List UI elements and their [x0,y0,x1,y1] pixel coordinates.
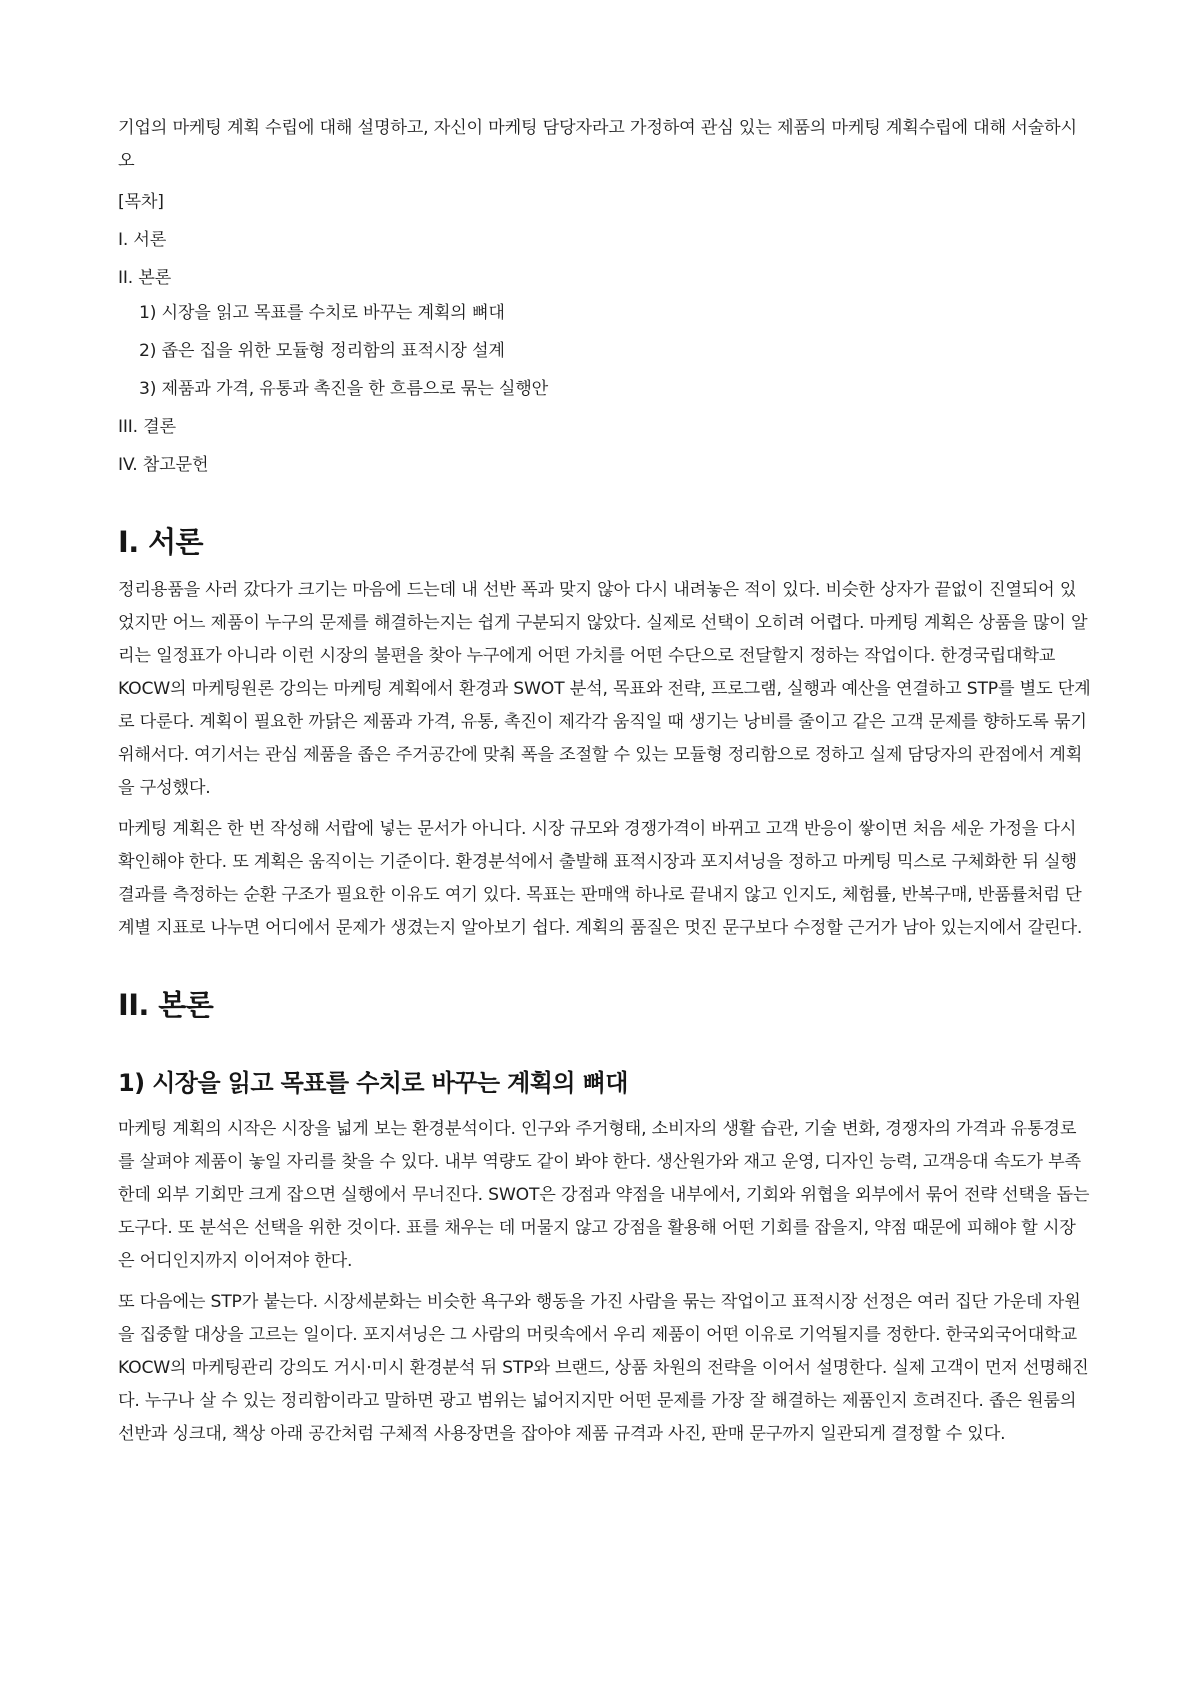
toc-item: II. 본론 [118,268,172,288]
toc-item: IV. 참고문헌 [118,455,209,475]
toc-item: III. 결론 [118,417,176,437]
toc-heading: [목차] [118,192,164,212]
toc-subitem: 3) 제품과 가격, 유통과 촉진을 한 흐름으로 묶는 실행안 [139,379,549,399]
assignment-question: 기업의 마케팅 계획 수립에 대해 설명하고, 자신이 마케팅 담당자라고 가정하여 관심 있는 제품의 마케팅 계획수립에 대해 서술하시오 [118,118,1077,171]
toc-item: I. 서론 [118,230,167,250]
toc-subitem: 2) 좁은 집을 위한 모듈형 정리함의 표적시장 설계 [139,341,505,361]
section-heading-body: II. 본론 [118,988,214,1022]
paragraph: 정리용품을 사러 갔다가 크기는 마음에 드는데 내 선반 폭과 맞지 않아 다시 내려놓은 적이 있다. 비슷한 상자가 끝없이 진열되어 있었지만 어느 제품이 누구의 문제를 해결하는지는 쉽게 구분되지 않았다. 실제로 선택이 오히려 어렵다. 마케팅 계획은 상품을 많이 알리는 일정표가 아니라 이런 시장의 불편을 찾아 누구에게 어떤 가치를 어떤 수단으로 전달할지 정하는 작업이다. 한경국립대학교 KOCW의 마케팅원론 강의는 마케팅 계획에서 환경과 SWOT 분석, 목표와 전략, 프로그램, 실행과 예산을 연결하고 STP를 별도 단계로 다룬다. 계획이 필요한 까닭은 제품과 가격, 유통, 촉진이 제각각 움직일 때 생기는 낭비를 줄이고 같은 고객 문제를 향하도록 묶기 위해서다. 여기서는 관심 제품을 좁은 주거공간에 맞춰 폭을 조절할 수 있는 모듈형 정리함으로 정하고 실제 담당자의 관점에서 계획을 구성했다. [118,580,1091,798]
paragraph: 마케팅 계획의 시작은 시장을 넓게 보는 환경분석이다. 인구와 주거형태, 소비자의 생활 습관, 기술 변화, 경쟁자의 가격과 유통경로를 살펴야 제품이 놓일 자리를 찾을 수 있다. 내부 역량도 같이 봐야 한다. 생산원가와 재고 운영, 디자인 능력, 고객응대 속도가 부족한데 외부 기회만 크게 잡으면 실행에서 무너진다. SWOT은 강점과 약점을 내부에서, 기회와 위협을 외부에서 묶어 전략 선택을 돕는 도구다. 또 분석은 선택을 위한 것이다. 표를 채우는 데 머물지 않고 강점을 활용해 어떤 기회를 잡을지, 약점 때문에 피해야 할 시장은 어디인지까지 이어져야 한다. [118,1119,1090,1271]
subsection-heading: 1) 시장을 읽고 목표를 수치로 바꾸는 계획의 뼈대 [118,1069,628,1097]
section-heading-intro: I. 서론 [118,525,203,559]
paragraph: 마케팅 계획은 한 번 작성해 서랍에 넣는 문서가 아니다. 시장 규모와 경쟁가격이 바뀌고 고객 반응이 쌓이면 처음 세운 가정을 다시 확인해야 한다. 또 계획은 움직이는 기준이다. 환경분석에서 출발해 표적시장과 포지셔닝을 정하고 마케팅 믹스로 구체화한 뒤 실행 결과를 측정하는 순환 구조가 필요한 이유도 여기 있다. 목표는 판매액 하나로 끝내지 않고 인지도, 체험률, 반복구매, 반품률처럼 단계별 지표로 나누면 어디에서 문제가 생겼는지 알아보기 쉽다. 계획의 품질은 멋진 문구보다 수정할 근거가 남아 있는지에서 갈린다. [118,819,1083,938]
table-of-contents [118,186,1092,482]
paragraph: 또 다음에는 STP가 붙는다. 시장세분화는 비슷한 욕구와 행동을 가진 사람을 묶는 작업이고 표적시장 선정은 여러 집단 가운데 자원을 집중할 대상을 고르는 일이다. 포지셔닝은 그 사람의 머릿속에서 우리 제품이 어떤 이유로 기억될지를 정한다. 한국외국어대학교 KOCW의 마케팅관리 강의도 거시·미시 환경분석 뒤 STP와 브랜드, 상품 차원의 전략을 이어서 설명한다. 실제 고객이 먼저 선명해진다. 누구나 살 수 있는 정리함이라고 말하면 광고 범위는 넓어지지만 어떤 문제를 가장 잘 해결하는 제품인지 흐려진다. 좁은 원룸의 선반과 싱크대, 책상 아래 공간처럼 구체적 사용장면을 잡아야 제품 규격과 사진, 판매 문구까지 일관되게 결정할 수 있다. [118,1292,1089,1444]
toc-subitem: 1) 시장을 읽고 목표를 수치로 바꾸는 계획의 뼈대 [139,303,505,323]
